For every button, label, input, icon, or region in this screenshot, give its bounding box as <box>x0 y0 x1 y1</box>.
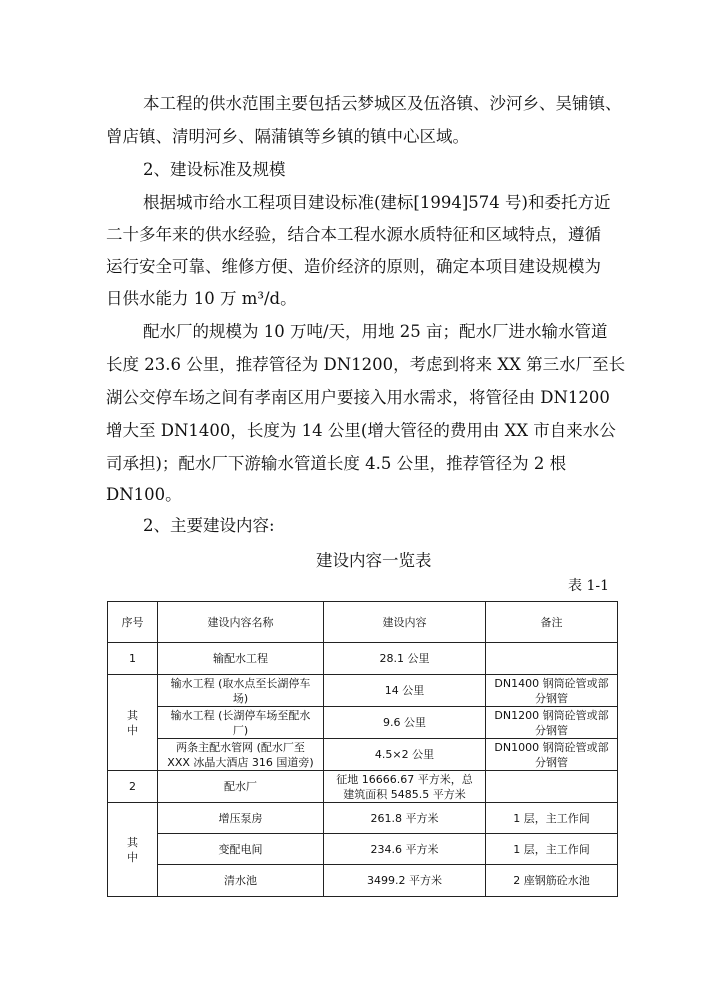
paragraph-line: 长度 23.6 公里，推荐管径为 DN1200，考虑到将来 XX 第三水厂至长 <box>106 355 626 374</box>
paragraph-line: 增大至 DN1400，长度为 14 公里(增大管径的费用由 XX 市自来水公 <box>106 421 616 440</box>
group-label <box>108 803 158 897</box>
cell-line: XXX 冰晶大酒店 316 国道旁) <box>167 755 314 769</box>
cell-line: 分钢管 <box>535 755 568 769</box>
cell-line: 建筑面积 5485.5 平方米 <box>343 787 466 801</box>
row-name: 配水厂 <box>158 771 324 803</box>
row-content: 3499.2 平方米 <box>324 865 486 897</box>
section-heading: 2、建设标准及规模 <box>143 160 286 179</box>
row-content: 28.1 公里 <box>324 643 486 675</box>
paragraph-line: 根据城市给水工程项目建设标准(建标[1994]574 号)和委托方近 <box>143 193 611 212</box>
row-no: 1 <box>108 643 158 675</box>
table-row <box>108 707 618 739</box>
paragraph-line: 本工程的供水范围主要包括云梦城区及伍洛镇、沙河乡、吴铺镇、 <box>143 94 622 113</box>
table-title: 建设内容一览表 <box>316 551 432 570</box>
row-remark <box>486 675 618 707</box>
row-content: 9.6 公里 <box>324 707 486 739</box>
construction-content-table <box>107 601 618 897</box>
cell-line: 输水工程 (取水点至长湖停车 <box>170 676 311 690</box>
header-name: 建设内容名称 <box>158 602 324 643</box>
cell-line: 征地 16666.67 平方米，总 <box>336 772 473 786</box>
table-row <box>108 803 618 834</box>
cell-line: 分钢管 <box>535 723 568 737</box>
section-heading: 2、主要建设内容: <box>143 516 275 535</box>
paragraph-line: 司承担)；配水厂下游输水管道长度 4.5 公里，推荐管径为 2 根 <box>106 454 567 473</box>
row-remark <box>486 643 618 675</box>
header-content: 建设内容 <box>324 602 486 643</box>
cell-line: DN1200 钢筒砼管或部 <box>494 708 609 722</box>
cell-line: DN1400 钢筒砼管或部 <box>494 676 609 690</box>
row-name: 清水池 <box>158 865 324 897</box>
table-row <box>108 675 618 707</box>
cell-line: 分钢管 <box>535 691 568 705</box>
paragraph-line: 运行安全可靠、维修方便、造价经济的原则，确定本项目建设规模为 <box>106 257 601 276</box>
row-remark: 1 层，主工作间 <box>486 834 618 865</box>
cell-line: 两条主配水管网 (配水厂至 <box>176 740 305 754</box>
table-row <box>108 865 618 897</box>
row-name <box>158 707 324 739</box>
table-number: 表 1-1 <box>568 578 609 594</box>
row-name: 变配电间 <box>158 834 324 865</box>
row-name <box>158 675 324 707</box>
cell-line: 场) <box>232 691 249 705</box>
table-header-row <box>108 602 618 643</box>
table-row <box>108 771 618 803</box>
group-label-char: 中 <box>127 723 138 737</box>
group-label-char: 中 <box>127 850 138 864</box>
paragraph-line: 日供水能力 10 万 m³/d。 <box>106 289 297 308</box>
row-content: 234.6 平方米 <box>324 834 486 865</box>
row-name: 输配水工程 <box>158 643 324 675</box>
row-remark <box>486 707 618 739</box>
paragraph-line: 湖公交停车场之间有孝南区用户要接入用水需求，将管径由 DN1200 <box>106 388 610 407</box>
cell-line: 厂) <box>232 723 249 737</box>
table-row <box>108 739 618 771</box>
cell-line: DN1000 钢筒砼管或部 <box>494 740 609 754</box>
row-content <box>324 771 486 803</box>
row-remark <box>486 739 618 771</box>
paragraph-line: 二十多年来的供水经验，结合本工程水源水质特征和区域特点，遵循 <box>106 225 601 244</box>
paragraph-line: 配水厂的规模为 10 万吨/天，用地 25 亩；配水厂进水输水管道 <box>143 322 608 341</box>
header-remark: 备注 <box>486 602 618 643</box>
row-remark: 2 座钢筋砼水池 <box>486 865 618 897</box>
table-row <box>108 643 618 675</box>
row-name <box>158 739 324 771</box>
group-label <box>108 675 158 771</box>
paragraph-line: 曾店镇、清明河乡、隔蒲镇等乡镇的镇中心区域。 <box>106 127 469 146</box>
row-content: 261.8 平方米 <box>324 803 486 834</box>
group-label-char: 其 <box>127 835 138 849</box>
row-remark <box>486 771 618 803</box>
row-name: 增压泵房 <box>158 803 324 834</box>
row-remark: 1 层，主工作间 <box>486 803 618 834</box>
row-content: 14 公里 <box>324 675 486 707</box>
cell-line: 输水工程 (长湖停车场至配水 <box>170 708 311 722</box>
paragraph-line: DN100。 <box>106 485 182 504</box>
header-no: 序号 <box>108 602 158 643</box>
group-label-char: 其 <box>127 708 138 722</box>
row-content: 4.5×2 公里 <box>324 739 486 771</box>
row-no: 2 <box>108 771 158 803</box>
table-row <box>108 834 618 865</box>
